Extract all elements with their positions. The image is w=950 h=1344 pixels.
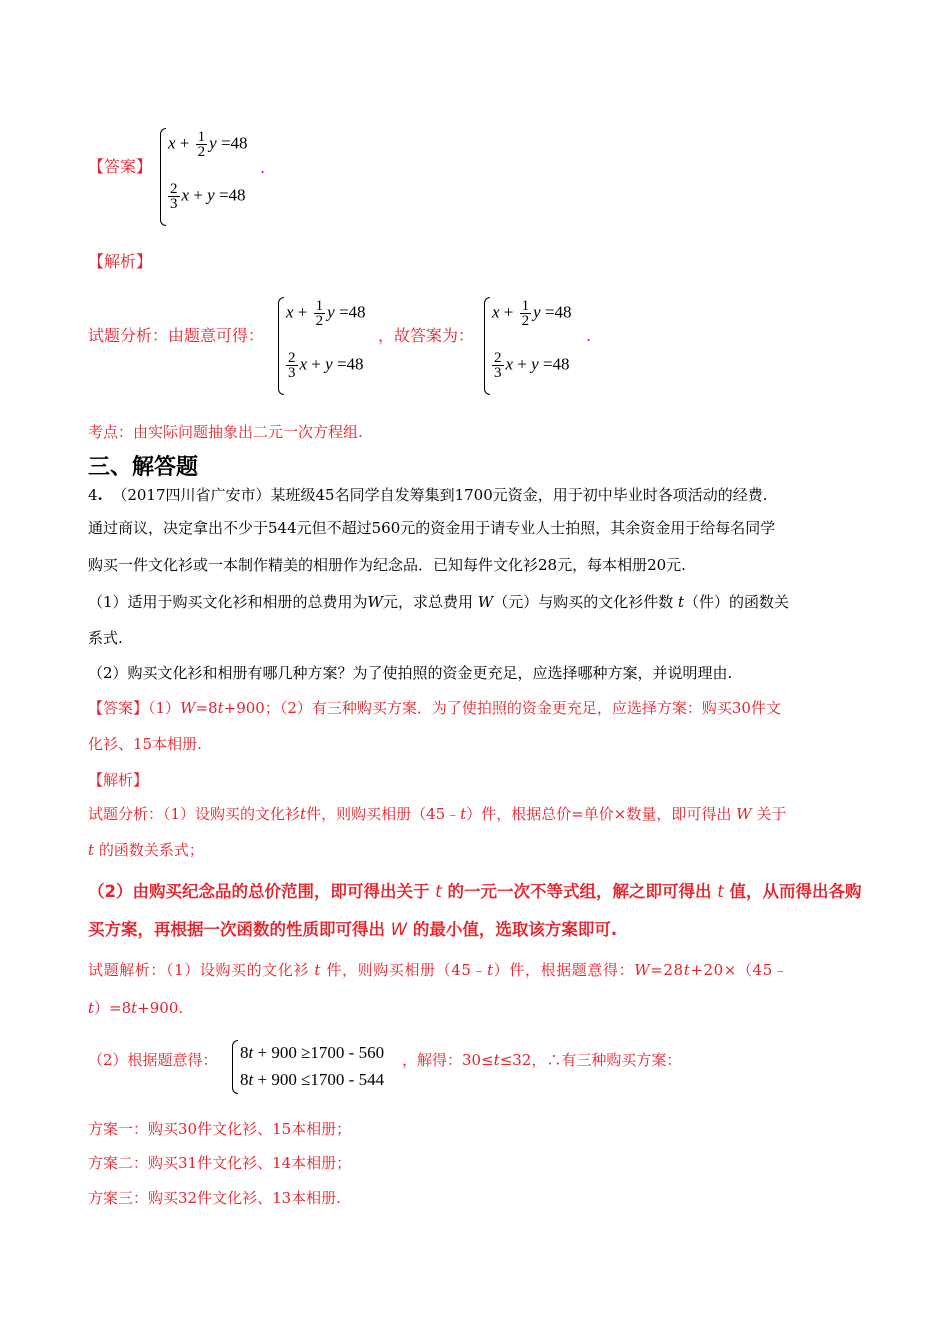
question-4-line-1: 4. （2017四川省广安市）某班级45名同学自发筹集到1700元资金，用于初中毕业时各项活动的经费. (88, 486, 768, 504)
question-4-line-3: 购买一件文化衫或一本制作精美的相册作为纪念品．已知每件文化衫28元，每本相册20元. (88, 556, 686, 574)
equation-system-analysis-1 (278, 297, 388, 395)
analysis-middle: ，故答案为： (378, 326, 475, 345)
q4-solution-line-1: 试题解析：（1）设购买的文化衫 t 件，则购买相册（45﹣t）件，根据题意得：W=28t+20×（45﹣ (88, 961, 789, 979)
q4-solution-line-2: t）=8t+900. (88, 999, 184, 1017)
question-4-line-2: 通过商议，决定拿出不少于544元但不超过560元的资金用于请专业人士拍照，其余资金用于给每名同学 (88, 519, 776, 537)
equation-system-answer (160, 128, 270, 226)
plan-2: 方案二：购买31件文化衫、14本相册； (88, 1154, 352, 1172)
brace (278, 297, 284, 395)
q4-answer-line-1: 【答案】（1）W=8t+900；（2）有三种购买方案．为了使拍照的资金更充足，应选择方案：购买30件文 (88, 699, 781, 717)
analysis-label: 【解析】 (88, 252, 153, 271)
brace (484, 297, 490, 395)
analysis-end: . (586, 326, 592, 345)
inequality-1: 8t + 900 ≥1700 - 560 (240, 1043, 385, 1062)
q4-analysis-line-1: 试题分析：（1）设购买的文化衫t件，则购买相册（45﹣t）件，根据总价=单价×数量，即可得出 W 关于 (88, 805, 787, 823)
inequality-system (232, 1040, 412, 1094)
q4-answer-label: 【答案】 (88, 699, 149, 717)
question-4-line-4: （1）适用于购买文化衫和相册的总费用为W元，求总费用 W（元）与购买的文化衫件数 t（件）的函数关 (88, 593, 790, 611)
q4-solution-result: ，解得：30≤t≤32，∴有三种购买方案： (402, 1051, 682, 1069)
q4-solution-part2-label: （2）根据题意得： (88, 1051, 218, 1069)
q4-analysis-line-2: t 的函数关系式； (88, 841, 204, 859)
question-number: 4 (88, 486, 98, 504)
kaodian-line: 考点：由实际问题抽象出二元一次方程组. (88, 423, 363, 441)
answer-period: . (260, 158, 266, 177)
plan-3: 方案三：购买32件文化衫、13本相册. (88, 1189, 341, 1207)
question-4-line-5: 系式. (88, 629, 123, 647)
brace (160, 128, 166, 226)
brace (232, 1040, 238, 1094)
equation-1: x + $\frac{1}{2}$ y =48 (168, 129, 248, 160)
section-title: 三、解答题 (88, 455, 199, 480)
inequality-2: 8t + 900 ≤1700 - 544 (240, 1070, 385, 1089)
question-4-line-6: （2）购买文化衫和相册有哪几种方案？为了使拍照的资金更充足，应选择哪种方案，并说明理由. (88, 664, 733, 682)
q4-answer-line-2: 化衫、15本相册. (88, 735, 202, 753)
equation-2: $\frac{2}{3}$ x + y =48 (494, 350, 570, 381)
q4-analysis-bold-line-1: （2）由购买纪念品的总价范围，即可得出关于 t 的一元一次不等式组，解之即可得出 t 值，从而得出各购 (88, 882, 862, 901)
answer-label: 【答案】 (88, 157, 153, 176)
equation-2: $\frac{2}{3}$ x + y =48 (288, 350, 364, 381)
equation-system-analysis-2 (484, 297, 594, 395)
equation-1: x + $\frac{1}{2}$ y =48 (286, 298, 366, 329)
plan-1: 方案一：购买30件文化衫、15本相册； (88, 1120, 352, 1138)
equation-2: $\frac{2}{3}$ x + y =48 (170, 181, 246, 212)
analysis-prefix: 试题分析：由题意可得： (88, 326, 265, 345)
q4-analysis-label: 【解析】 (88, 771, 149, 789)
equation-1: x + $\frac{1}{2}$ y =48 (492, 298, 572, 329)
q4-analysis-bold-line-2: 买方案，再根据一次函数的性质即可得出 W 的最小值，选取该方案即可. (88, 920, 618, 939)
